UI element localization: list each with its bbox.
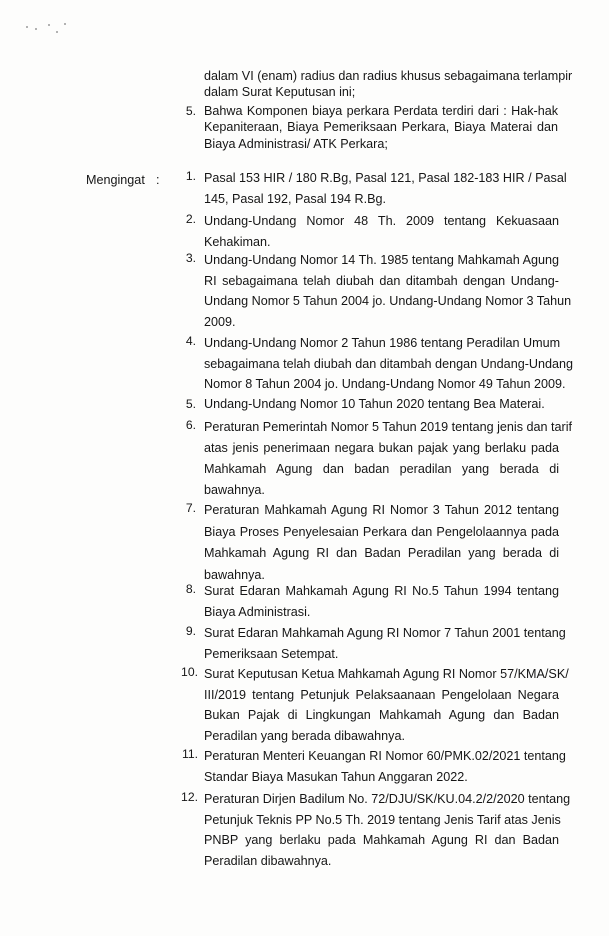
text-line: atas jenis penerimaan negara bukan pajak yang berlaku pada <box>204 441 559 455</box>
text-line: 145, Pasal 192, Pasal 194 R.Bg. <box>204 192 387 206</box>
text-line: Standar Biaya Masukan Tahun Anggaran 2022. <box>204 769 468 784</box>
item-number: 12. <box>181 790 198 804</box>
continuation-text <box>204 68 573 101</box>
scan-specks <box>26 22 76 40</box>
item-number: 1. <box>185 169 196 183</box>
text-line: Biaya Administrasi. <box>204 604 311 619</box>
text-line: Peradilan yang berada dibawahnya. <box>204 728 405 743</box>
item-number: 9. <box>185 624 196 638</box>
mengingat-item-11 <box>204 746 566 787</box>
item-number: 6. <box>185 418 196 432</box>
text-line: Pemeriksaan Setempat. <box>204 646 339 661</box>
text-line: PNBP yang berlaku pada Mahkamah Agung RI dan Badan <box>204 833 559 847</box>
mengingat-item-9 <box>204 623 566 664</box>
text-line: Surat Edaran Mahkamah Agung RI No.5 Tahun 1994 tentang <box>204 584 559 598</box>
text-line: bawahnya. <box>204 483 265 497</box>
text-line: Petunjuk Teknis PP No.5 Th. 2019 tentang Jenis Tarif atas Jenis <box>204 812 561 827</box>
mengingat-item-8 <box>204 581 559 622</box>
item-number: 10. <box>181 665 198 679</box>
text-line: Peraturan Mahkamah Agung RI Nomor 3 Tahun 2012 tentang <box>204 503 559 517</box>
text-line: bawahnya. <box>204 567 265 582</box>
text-line: Nomor 8 Tahun 2004 jo. Undang-Undang Nomor 49 Tahun 2009. <box>204 377 566 391</box>
text-line: 2009. <box>204 314 236 329</box>
text-line: Peradilan dibawahnya. <box>204 853 332 868</box>
text-line: Surat Keputusan Ketua Mahkamah Agung RI Nomor 57/KMA/SK/ <box>204 667 569 681</box>
text-line: Biaya Proses Penyelesaian Perkara dan Pengelolaannya pada <box>204 524 559 539</box>
mengingat-item-1 <box>204 168 567 210</box>
text-line: Bukan Pajak di Lingkungan Mahkamah Agung dan Badan <box>204 708 559 722</box>
text-line: Pasal 153 HIR / 180 R.Bg, Pasal 121, Pasal 182-183 HIR / Pasal <box>204 171 567 185</box>
text-line: Kepaniteraan, Biaya Pemeriksaan Perkara, Biaya Materai dan <box>204 120 558 135</box>
mengingat-item-7 <box>204 500 559 586</box>
text-line: Undang-Undang Nomor 48 Th. 2009 tentang Kekuasaan <box>204 214 559 228</box>
text-line: Kehakiman. <box>204 235 271 249</box>
text-line: III/2019 tentang Petunjuk Pelaksaanaan Pengelolaan Negara <box>204 687 559 702</box>
mengingat-item-4 <box>204 333 574 395</box>
text-line: Surat Edaran Mahkamah Agung RI Nomor 7 Tahun 2001 tentang <box>204 626 566 640</box>
mengingat-label: Mengingat <box>86 173 145 187</box>
text-line: Undang-Undang Nomor 2 Tahun 1986 tentang Peradilan Umum <box>204 336 561 350</box>
text-line: Peraturan Dirjen Badilum No. 72/DJU/SK/KU.04.2/2/2020 tentang <box>204 792 571 806</box>
item-number: 5. <box>185 104 196 118</box>
mengingat-item-12 <box>204 789 571 871</box>
text-line: Peraturan Pemerintah Nomor 5 Tahun 2019 tentang jenis dan tarif <box>204 420 573 434</box>
item-number: 2. <box>185 212 196 226</box>
text-line: Bahwa Komponen biaya perkara Perdata terdiri dari : Hak-hak <box>204 104 558 118</box>
text-line: Mahkamah Agung dan badan peradilan yang berada di <box>204 462 559 476</box>
mengingat-item-6 <box>204 417 573 501</box>
item-number: 5. <box>185 397 196 411</box>
item-number: 4. <box>185 334 196 348</box>
mengingat-item-5 <box>204 396 559 412</box>
menimbang-item-5 <box>204 103 558 152</box>
item-number: 8. <box>185 582 196 596</box>
text-line: RI sebagaimana telah diubah dan ditambah dengan Undang- <box>204 273 559 288</box>
text-line: Undang-Undang Nomor 10 Tahun 2020 tentang Bea Materai. <box>204 397 545 411</box>
text-line: Biaya Administrasi/ ATK Perkara; <box>204 136 388 151</box>
mengingat-item-3 <box>204 250 572 332</box>
text-line: dalam VI (enam) radius dan radius khusus sebagaimana terlampir <box>204 69 573 83</box>
text-line: Undang-Undang Nomor 14 Th. 1985 tentang Mahkamah Agung <box>204 253 559 267</box>
item-number: 7. <box>185 501 196 515</box>
mengingat-item-10 <box>204 664 569 746</box>
mengingat-item-2 <box>204 211 559 253</box>
text-line: Undang Nomor 5 Tahun 2004 jo. Undang-Undang Nomor 3 Tahun <box>204 294 572 308</box>
text-line: Mahkamah Agung RI dan Badan Peradilan yang berada di <box>204 546 559 560</box>
mengingat-colon: : <box>156 173 160 187</box>
item-number: 11. <box>181 747 198 761</box>
text-line: sebagaimana telah diubah dan ditambah dengan Undang-Undang <box>204 356 574 371</box>
text-line: Peraturan Menteri Keuangan RI Nomor 60/PMK.02/2021 tentang <box>204 749 566 763</box>
item-number: 3. <box>185 251 196 265</box>
text-line: dalam Surat Keputusan ini; <box>204 85 356 100</box>
